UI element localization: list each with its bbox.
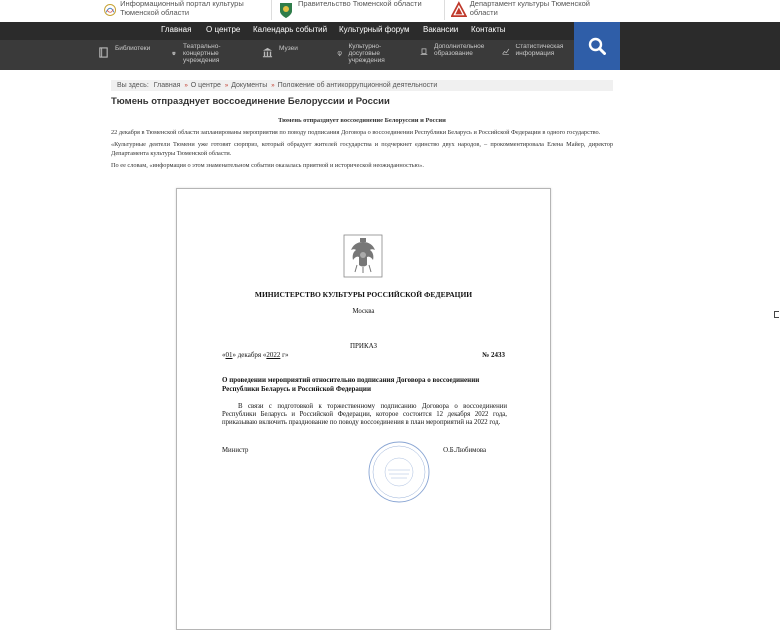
breadcrumb-prefix: Вы здесь: <box>117 82 149 89</box>
article-paragraph: «Культурные деятели Тюмени уже готовят сюрприз, который обрадует жителей государства и подчеркнет единство двух народов, – прокомментировала Елена Майер, директор Департамента культуры Тюменской области. <box>111 141 613 157</box>
category-label: Статистическая информация <box>515 44 564 57</box>
signer-title: Министр <box>222 447 249 454</box>
nav-primary <box>0 22 574 39</box>
nav-link-contacts[interactable]: Контакты <box>471 25 506 34</box>
logo-divider <box>444 0 445 20</box>
scroll-edge-marker <box>774 311 779 318</box>
coat-of-arms-icon <box>277 1 295 19</box>
museum-icon <box>262 47 273 58</box>
culture-portal-label: Информационный портал культуры Тюменской области <box>120 0 244 17</box>
main-nav <box>0 22 780 70</box>
document-date: «01» декабря «2022 г» <box>222 351 289 359</box>
category-libraries[interactable] <box>98 46 150 58</box>
category-label: Музеи <box>279 45 298 52</box>
mask-icon <box>172 48 177 59</box>
department-icon <box>451 1 467 19</box>
breadcrumb <box>111 80 613 91</box>
document-body <box>222 403 507 428</box>
department-logo[interactable] <box>451 0 601 20</box>
nav-link-forum[interactable]: Культурный форум <box>339 25 410 34</box>
category-education[interactable] <box>420 44 500 58</box>
document-city: Москва <box>352 308 375 315</box>
date-day: 01 <box>225 351 233 359</box>
document-subject: О проведении мероприятий относительно подписания Договора о воссоединении Республики Беларусь и Российской Федерации <box>222 376 480 393</box>
nav-link-home[interactable]: Главная <box>161 25 192 34</box>
ministry-name: МИНИСТЕРСТВО КУЛЬТУРЫ РОССИЙСКОЙ ФЕДЕРАЦИИ <box>254 290 473 299</box>
breadcrumb-home[interactable]: Главная <box>153 82 181 89</box>
official-stamp-icon <box>367 440 431 504</box>
nav-link-about[interactable]: О центре <box>206 25 241 34</box>
culture-portal-icon <box>103 1 117 19</box>
category-theatres[interactable] <box>172 44 234 64</box>
pin-icon <box>337 48 342 59</box>
double-headed-eagle-emblem-icon <box>343 234 383 278</box>
category-label: Дополнительное образование <box>433 43 485 57</box>
breadcrumb-separator-icon: » <box>224 82 229 89</box>
breadcrumb-documents[interactable]: Документы <box>231 82 268 89</box>
book-icon <box>98 47 109 58</box>
breadcrumb-separator-icon: » <box>271 82 275 89</box>
article-paragraph: По ее словам, «информация о этом знаменательном событии оказалась приятной и исторической неожиданностью». <box>111 161 424 169</box>
document-body-text: В связи с подготовкой к торжественному подписанию Договора о воссоединении Республики Беларусь и Российской Федерации, которое состоится 12 декабря 2022 года, приказываю включить празднование по поводу воссоединения в план мероприятий на 2022 год. <box>222 403 507 427</box>
document-type: ПРИКАЗ <box>349 342 378 350</box>
logo-divider <box>271 0 272 20</box>
breadcrumb-about[interactable]: О центре <box>190 82 221 89</box>
category-leisure[interactable] <box>337 44 399 64</box>
search-icon <box>588 37 606 55</box>
education-icon <box>420 46 428 57</box>
page-title: Тюмень отпразднует воссоединение Белоруссии и России <box>111 96 390 107</box>
document-number: № 2433 <box>482 351 505 359</box>
top-logos-bar <box>0 0 780 22</box>
nav-link-vacancies[interactable]: Вакансии <box>423 25 459 34</box>
nav-link-calendar[interactable]: Календарь событий <box>253 25 328 34</box>
category-statistics[interactable] <box>502 44 576 58</box>
article-paragraph: 22 декабря в Тюменской области запланированы мероприятия по поводу подписания Договора о воссоединении Республики Беларусь и Российской Федерации в одного государство. <box>111 129 601 137</box>
category-label: Библиотеки <box>115 45 151 52</box>
government-logo[interactable] <box>277 0 437 20</box>
signer-name: О.Б.Любимова <box>443 447 486 454</box>
breadcrumb-separator-icon: » <box>184 82 188 89</box>
category-label: Театрально-концертные учреждения <box>183 43 221 64</box>
breadcrumb-current: Положение об антикоррупционной деятельности <box>277 82 438 89</box>
category-label: Культурно-досуговые учреждения <box>348 43 385 64</box>
department-label: Департамент культуры Тюменской области <box>469 0 590 17</box>
search-button[interactable] <box>574 22 620 70</box>
category-museums[interactable] <box>262 46 298 58</box>
document-image <box>176 188 551 630</box>
date-month: декабря <box>237 351 262 359</box>
nav-filler <box>620 22 780 70</box>
date-year: 2022 <box>266 351 281 359</box>
culture-portal-logo[interactable] <box>103 0 273 20</box>
nav-categories <box>0 40 574 70</box>
government-label: Правительство Тюменской области <box>298 0 422 8</box>
chart-icon <box>502 46 510 57</box>
article-heading: Тюмень отпразднует воссоединение Белоруссии и России <box>278 117 446 124</box>
article-body <box>111 117 613 174</box>
